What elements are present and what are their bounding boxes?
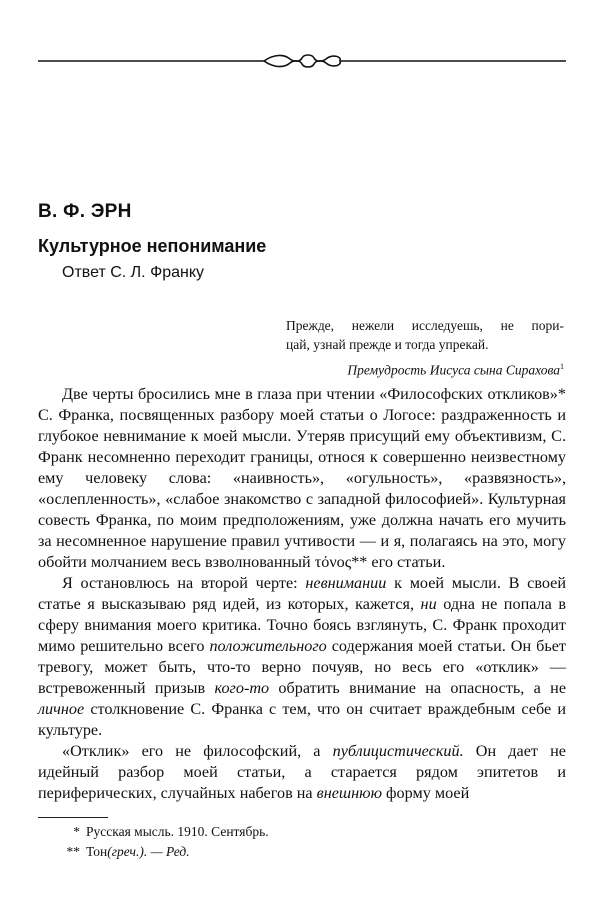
text-run: форму моей — [382, 784, 470, 802]
italic-run: личное — [38, 700, 85, 718]
text-run: «Отклик» его не философский, а — [62, 742, 333, 760]
italic-run: положительного — [209, 637, 327, 655]
italic-run: ни — [420, 595, 437, 613]
footnote-text-italic: (греч.). — Ред. — [107, 844, 190, 859]
author-name: В. Ф. ЭРН — [38, 201, 132, 222]
text-run: его статьи. — [367, 553, 446, 571]
epigraph-line: цай, узнай прежде и тогда упрекай. — [286, 337, 489, 352]
paragraph — [38, 741, 566, 804]
epigraph-line: Прежде, нежели исследуешь, не пори- — [286, 318, 564, 333]
text-run: С. Франка, посвященных разбору моей статьи о Логосе: раздраженность и глубокое невнимание к моей мысли. Утеряв присущий ему объективизм, С. Франк несомненно переходит границы, относя к совершенно неизвестному ему человеку слова: «наивность», «огульность», «развязность», «ослепленность», «слабое знакомство с западной философией». Культурная совесть Франка, по моим предположениям, уже должна начать его мучить за несомненное нарушение правил учтивости — и я, полагаясь на это, могу обойти молчанием весь взволнованный τόνος — [38, 406, 566, 571]
text-run: Две черты бросились мне в глаза при чтении «Философских откликов» — [62, 385, 558, 403]
paragraph — [38, 384, 566, 573]
footnote-text: Русская мысль. 1910. Сентябрь. — [86, 824, 269, 839]
epigraph-endnote-mark: 1 — [560, 362, 564, 371]
footnote-mark: * — [557, 385, 566, 403]
epigraph-source-text: Премудрость Иисуса сына Сирахова — [347, 362, 560, 378]
text-run: столкновение С. Франка с тем, что он считает враждебным себе и культуре. — [38, 700, 566, 739]
text-run: одна не попала в сферу внимания моего критика. Точно боясь взглянуть, С. Франк проходит мимо решительно всего — [38, 595, 566, 655]
footnote-2 — [62, 842, 269, 862]
article-title: Культурное непонимание — [38, 236, 267, 256]
text-run: к моей мысли. В своей статье я высказываю ряд идей, из которых, кажется, — [38, 574, 567, 613]
epigraph-source — [286, 357, 564, 380]
paragraph — [38, 573, 566, 741]
text-run: обратить внимание на опасность, а не — [269, 679, 566, 697]
epigraph — [286, 316, 564, 380]
body-text — [38, 384, 566, 804]
footnote-mark: * — [73, 824, 80, 839]
ornament-divider — [38, 50, 566, 72]
footnote-1 — [62, 822, 269, 842]
footnotes — [62, 822, 269, 862]
footnote-mark: ** — [66, 844, 80, 859]
italic-run: невнимании — [305, 574, 387, 592]
ornament-flourish-icon — [264, 55, 340, 67]
footnote-divider — [38, 817, 108, 818]
footnote-text: Тон — [86, 844, 108, 859]
italic-run: кого-то — [214, 679, 270, 697]
text-run: Я остановлюсь на второй черте: — [62, 574, 306, 592]
article-subtitle: Ответ С. Л. Франку — [62, 264, 205, 281]
italic-run: внешнюю — [316, 784, 382, 802]
text-run: содержания моей статьи. Он бьет тревогу, может быть, что-то верно почуяв, но весь его «отклик» — встревоженный призыв — [38, 637, 566, 697]
footnote-mark: ** — [351, 553, 368, 571]
italic-run: публицистический. — [332, 742, 464, 760]
text-run: Он дает не идейный разбор моей статьи, а старается рядом эпитетов и периферических, случайных набегов на — [38, 742, 566, 802]
